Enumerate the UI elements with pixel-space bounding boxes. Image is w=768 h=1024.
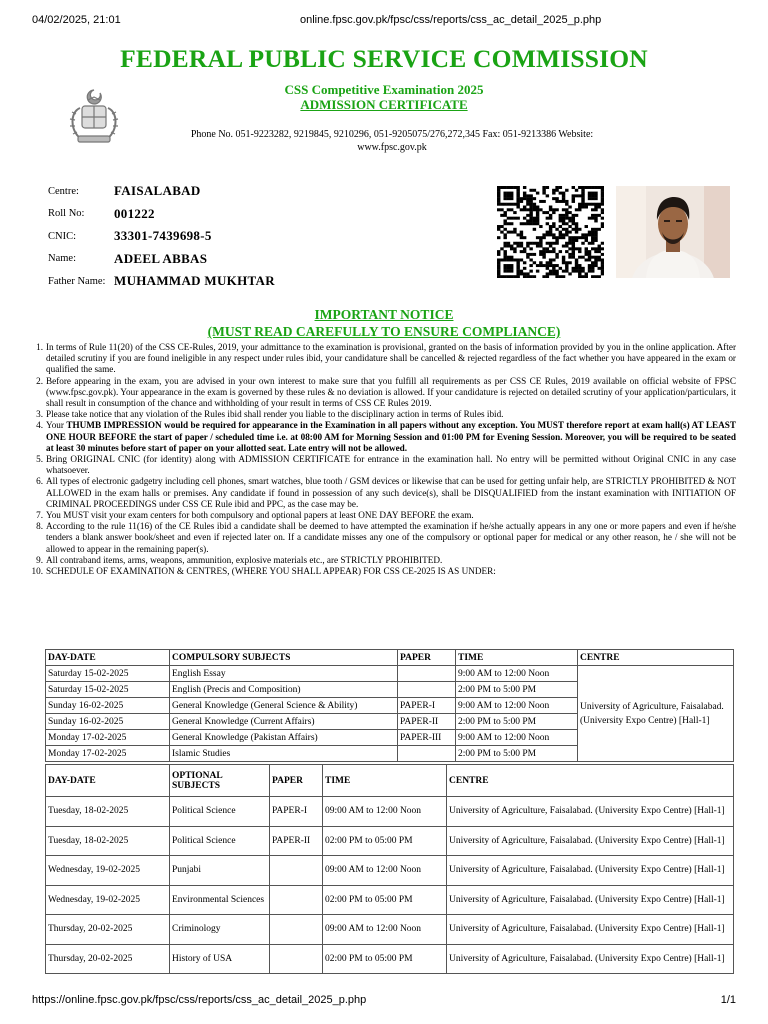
notice-num: 9. xyxy=(36,554,43,565)
notice-num: 10. xyxy=(31,566,43,577)
name-value: ADEEL ABBAS xyxy=(114,250,208,266)
notice-num: 8. xyxy=(36,521,43,532)
certificate-heading: ADMISSION CERTIFICATE xyxy=(300,97,468,112)
notice-text: You MUST visit your exam centers for both compulsory and optional papers at least ONE DAY BEFORE the exam. xyxy=(46,510,474,521)
notice-heading-2: (MUST READ CAREFULLY TO ENSURE COMPLIANCE) xyxy=(207,324,561,339)
column-header: OPTIONAL SUBJECTS xyxy=(170,765,270,797)
notice-item-10 xyxy=(26,566,736,577)
table-cell: 9:00 AM to 12:00 Noon xyxy=(456,698,578,714)
print-url: online.fpsc.gov.pk/fpsc/css/reports/css_ac_detail_2025_p.php xyxy=(300,14,602,26)
table-cell: PAPER-II xyxy=(270,826,323,856)
table-cell: Tuesday, 18-02-2025 xyxy=(46,797,170,827)
notice-item-5 xyxy=(26,454,736,476)
table-cell: PAPER-III xyxy=(398,730,456,746)
table-cell: University of Agriculture, Faisalabad. (University Expo Centre) [Hall-1] xyxy=(447,944,734,974)
notice-list xyxy=(26,342,736,577)
contact-info xyxy=(150,128,634,154)
notice-num: 5. xyxy=(36,454,43,465)
table-cell: Thursday, 20-02-2025 xyxy=(46,944,170,974)
column-header: TIME xyxy=(323,765,447,797)
table-cell: University of Agriculture, Faisalabad. (University Expo Centre) [Hall-1] xyxy=(447,797,734,827)
table-cell: English (Precis and Composition) xyxy=(170,682,398,698)
centre-cell: University of Agriculture, Faisalabad. (University Expo Centre) [Hall-1] xyxy=(578,666,734,762)
table-cell: 09:00 AM to 12:00 Noon xyxy=(323,856,447,886)
notice-text: Before appearing in the exam, you are advised in your own interest to make sure that you fulfill all requirements as per CSS CE Rules, 2019 available on official website of FPSC (www.fpsc.gov.pk). Your appearance in the exam is governed by these rules & no deviation is allowed. If your candidature is rejected on detailed scrutiny of your application/particulars, it shall result in consumption of the chance and withholding of your result in terms of CSS CE Rules 2019. xyxy=(46,375,736,409)
table-cell: 9:00 AM to 12:00 Noon xyxy=(456,666,578,682)
table-cell: PAPER-I xyxy=(398,698,456,714)
table-cell: English Essay xyxy=(170,666,398,682)
table-header-row xyxy=(46,650,734,666)
notice-item-3 xyxy=(26,409,736,420)
column-header: COMPULSORY SUBJECTS xyxy=(170,650,398,666)
table-cell: Wednesday, 19-02-2025 xyxy=(46,885,170,915)
column-header: DAY-DATE xyxy=(46,765,170,797)
notice-text: According to the rule 11(16) of the CE Rules ibid a candidate shall be deemed to have attempted the examination if he/she actually appears in any one or more papers and even if he/she tenders a blank answer book/sheet and even if rejected later on. If a candidate misses any one of the compulsory or optional paper for medical or any other reason, he / she will not be allowed to appear in the remaining paper(s). xyxy=(46,521,736,554)
table-cell: PAPER-I xyxy=(270,797,323,827)
column-header: PAPER xyxy=(398,650,456,666)
centre-value: FAISALABAD xyxy=(114,183,201,199)
notice-num: 6. xyxy=(36,476,43,487)
table-row xyxy=(46,797,734,827)
table-cell: General Knowledge (Pakistan Affairs) xyxy=(170,730,398,746)
table-cell: 09:00 AM to 12:00 Noon xyxy=(323,797,447,827)
footer-url: https://online.fpsc.gov.pk/fpsc/css/reports/css_ac_detail_2025_p.php xyxy=(32,994,367,1006)
cnic-row xyxy=(48,227,275,250)
table-cell: Saturday 15-02-2025 xyxy=(46,682,170,698)
notice-num: 3. xyxy=(36,409,43,420)
table-cell: 2:00 PM to 5:00 PM xyxy=(456,714,578,730)
table-row xyxy=(46,885,734,915)
table-cell xyxy=(398,666,456,682)
table-cell xyxy=(270,856,323,886)
table-cell: Political Science xyxy=(170,797,270,827)
table-row xyxy=(46,856,734,886)
name-row xyxy=(48,250,275,273)
name-label: Name: xyxy=(48,253,76,265)
table-cell: University of Agriculture, Faisalabad. (University Expo Centre) [Hall-1] xyxy=(447,885,734,915)
notice-item-6 xyxy=(26,476,736,510)
notice-num: 4. xyxy=(36,420,43,431)
contact-line-2: www.fpsc.gov.pk xyxy=(357,142,427,153)
table-row xyxy=(46,666,734,682)
notice-num: 2. xyxy=(36,375,43,386)
father-value: MUHAMMAD MUKHTAR xyxy=(114,273,275,289)
table-cell xyxy=(398,682,456,698)
candidate-photo xyxy=(616,186,730,278)
table-row xyxy=(46,915,734,945)
notice-item-2 xyxy=(26,376,736,410)
table-cell: Sunday 16-02-2025 xyxy=(46,698,170,714)
table-cell: Tuesday, 18-02-2025 xyxy=(46,826,170,856)
table-cell: Wednesday, 19-02-2025 xyxy=(46,856,170,886)
centre-label: Centre: xyxy=(48,185,79,197)
notice-num: 1. xyxy=(36,342,43,352)
table-cell: 2:00 PM to 5:00 PM xyxy=(456,746,578,762)
notice-item-4 xyxy=(26,420,736,454)
notice-item-9 xyxy=(26,555,736,566)
notice-item-8 xyxy=(26,521,736,555)
table-cell: Saturday 15-02-2025 xyxy=(46,666,170,682)
print-footer xyxy=(32,994,736,1008)
notice-item-7 xyxy=(26,510,736,521)
table-row xyxy=(46,826,734,856)
roll-label: Roll No: xyxy=(48,208,85,220)
page-number: 1/1 xyxy=(720,994,736,1006)
notice-text: Please take notice that any violation of the Rules ibid shall render you liable to the disciplinary action in terms of Rules ibid. xyxy=(46,409,504,420)
table-cell: Sunday 16-02-2025 xyxy=(46,714,170,730)
print-timestamp: 04/02/2025, 21:01 xyxy=(32,14,121,26)
notice-text: In terms of Rule 11(20) of the CSS CE-Rules, 2019, your admittance to the examination is provisional, granted on the basis of information provided by you in the online application. After detailed scrutiny if you are found ineligible in any respect under rules ibid, your candidature shall be cancelled & rejected regardless of the fact whether you have appeared in the exam or qualified the same. xyxy=(46,342,736,375)
exam-subtitle: CSS Competitive Examination 2025 xyxy=(284,82,484,97)
table-cell: Political Science xyxy=(170,826,270,856)
table-cell: University of Agriculture, Faisalabad. (University Expo Centre) [Hall-1] xyxy=(447,856,734,886)
qr-code-icon xyxy=(497,186,604,278)
notice-text: Bring ORIGINAL CNIC (for identity) along with ADMISSION CERTIFICATE for entrance in the examination hall. No entry will be permitted without Original CNIC in any case whatsoever. xyxy=(46,454,736,476)
notice-heading-1: IMPORTANT NOTICE xyxy=(314,307,454,322)
cnic-label: CNIC: xyxy=(48,230,77,242)
notice-text: All types of electronic gadgetry including cell phones, smart watches, blue tooth / GSM devices or likewise that can be used for getting unfair help, are STRICTLY PROHIBITED & NOT ALLOWED in the exam halls or premises. Any candidate if found in possession of any such device(s), shall be DISQUALIFIED from the instant examination with INITIATION OF CRIMINAL PROCEEDINGS under CSS CE Rule ibid and PPC, as the case may be. xyxy=(46,476,736,509)
table-header-row xyxy=(46,765,734,797)
table-cell: General Knowledge (Current Affairs) xyxy=(170,714,398,730)
table-cell: Environmental Sciences xyxy=(170,885,270,915)
centre-row xyxy=(48,182,275,205)
column-header: DAY-DATE xyxy=(46,650,170,666)
table-cell: Punjabi xyxy=(170,856,270,886)
table-cell: 09:00 AM to 12:00 Noon xyxy=(323,915,447,945)
table-cell xyxy=(270,915,323,945)
candidate-info xyxy=(48,182,275,295)
table-cell xyxy=(398,746,456,762)
table-row xyxy=(46,944,734,974)
roll-value: 001222 xyxy=(114,205,155,221)
notice-heading xyxy=(0,306,768,340)
father-row xyxy=(48,272,275,295)
table-cell: 9:00 AM to 12:00 Noon xyxy=(456,730,578,746)
table-cell: University of Agriculture, Faisalabad. (University Expo Centre) [Hall-1] xyxy=(447,915,734,945)
roll-row xyxy=(48,205,275,228)
compulsory-schedule-table xyxy=(45,649,734,762)
notice-text xyxy=(46,420,736,454)
table-cell: Criminology xyxy=(170,915,270,945)
table-cell: General Knowledge (General Science & Ability) xyxy=(170,698,398,714)
table-cell: 2:00 PM to 5:00 PM xyxy=(456,682,578,698)
table-cell: Monday 17-02-2025 xyxy=(46,746,170,762)
column-header: CENTRE xyxy=(578,650,734,666)
optional-schedule-table xyxy=(45,764,734,974)
table-cell: Thursday, 20-02-2025 xyxy=(46,915,170,945)
table-cell: History of USA xyxy=(170,944,270,974)
table-cell: Islamic Studies xyxy=(170,746,398,762)
notice-text: All contraband items, arms, weapons, ammunition, explosive materials etc., are STRICTLY PROHIBITED. xyxy=(46,554,443,565)
table-cell: 02:00 PM to 05:00 PM xyxy=(323,944,447,974)
table-cell: Monday 17-02-2025 xyxy=(46,730,170,746)
notice-item-1 xyxy=(26,342,736,376)
contact-line-1: Phone No. 051-9223282, 9219845, 9210296, 051-9205075/276,272,345 Fax: 051-9213386 Website: xyxy=(190,129,594,140)
table-cell xyxy=(270,885,323,915)
notice-text-plain: Your xyxy=(46,420,67,431)
table-cell: 02:00 PM to 05:00 PM xyxy=(323,885,447,915)
table-cell xyxy=(270,944,323,974)
table-cell: PAPER-II xyxy=(398,714,456,730)
notice-text-bold: THUMB IMPRESSION would be required for appearance in the Examination in all papers without any exception. You MUST therefore report at exam hall(s) AT LEAST ONE HOUR BEFORE the start of paper / scheduled time i.e. at 08:00 AM for Morning Session and 01:00 PM for Evening Session. Moreover, you will be required to be seated at least 30 minutes before start of paper on your allotted seat. Late entry will not be allowed. xyxy=(46,420,737,453)
table-cell: 02:00 PM to 05:00 PM xyxy=(323,826,447,856)
column-header: CENTRE xyxy=(447,765,734,797)
notice-text: SCHEDULE OF EXAMINATION & CENTRES, (WHERE YOU SHALL APPEAR) FOR CSS CE-2025 IS AS UNDER: xyxy=(46,566,496,577)
column-header: TIME xyxy=(456,650,578,666)
print-header xyxy=(32,14,736,28)
table-cell: University of Agriculture, Faisalabad. (University Expo Centre) [Hall-1] xyxy=(447,826,734,856)
notice-num: 7. xyxy=(36,510,43,521)
father-label: Father Name: xyxy=(48,275,106,287)
page-title: FEDERAL PUBLIC SERVICE COMMISSION xyxy=(120,44,648,73)
cnic-value: 33301-7439698-5 xyxy=(114,228,212,244)
column-header: PAPER xyxy=(270,765,323,797)
